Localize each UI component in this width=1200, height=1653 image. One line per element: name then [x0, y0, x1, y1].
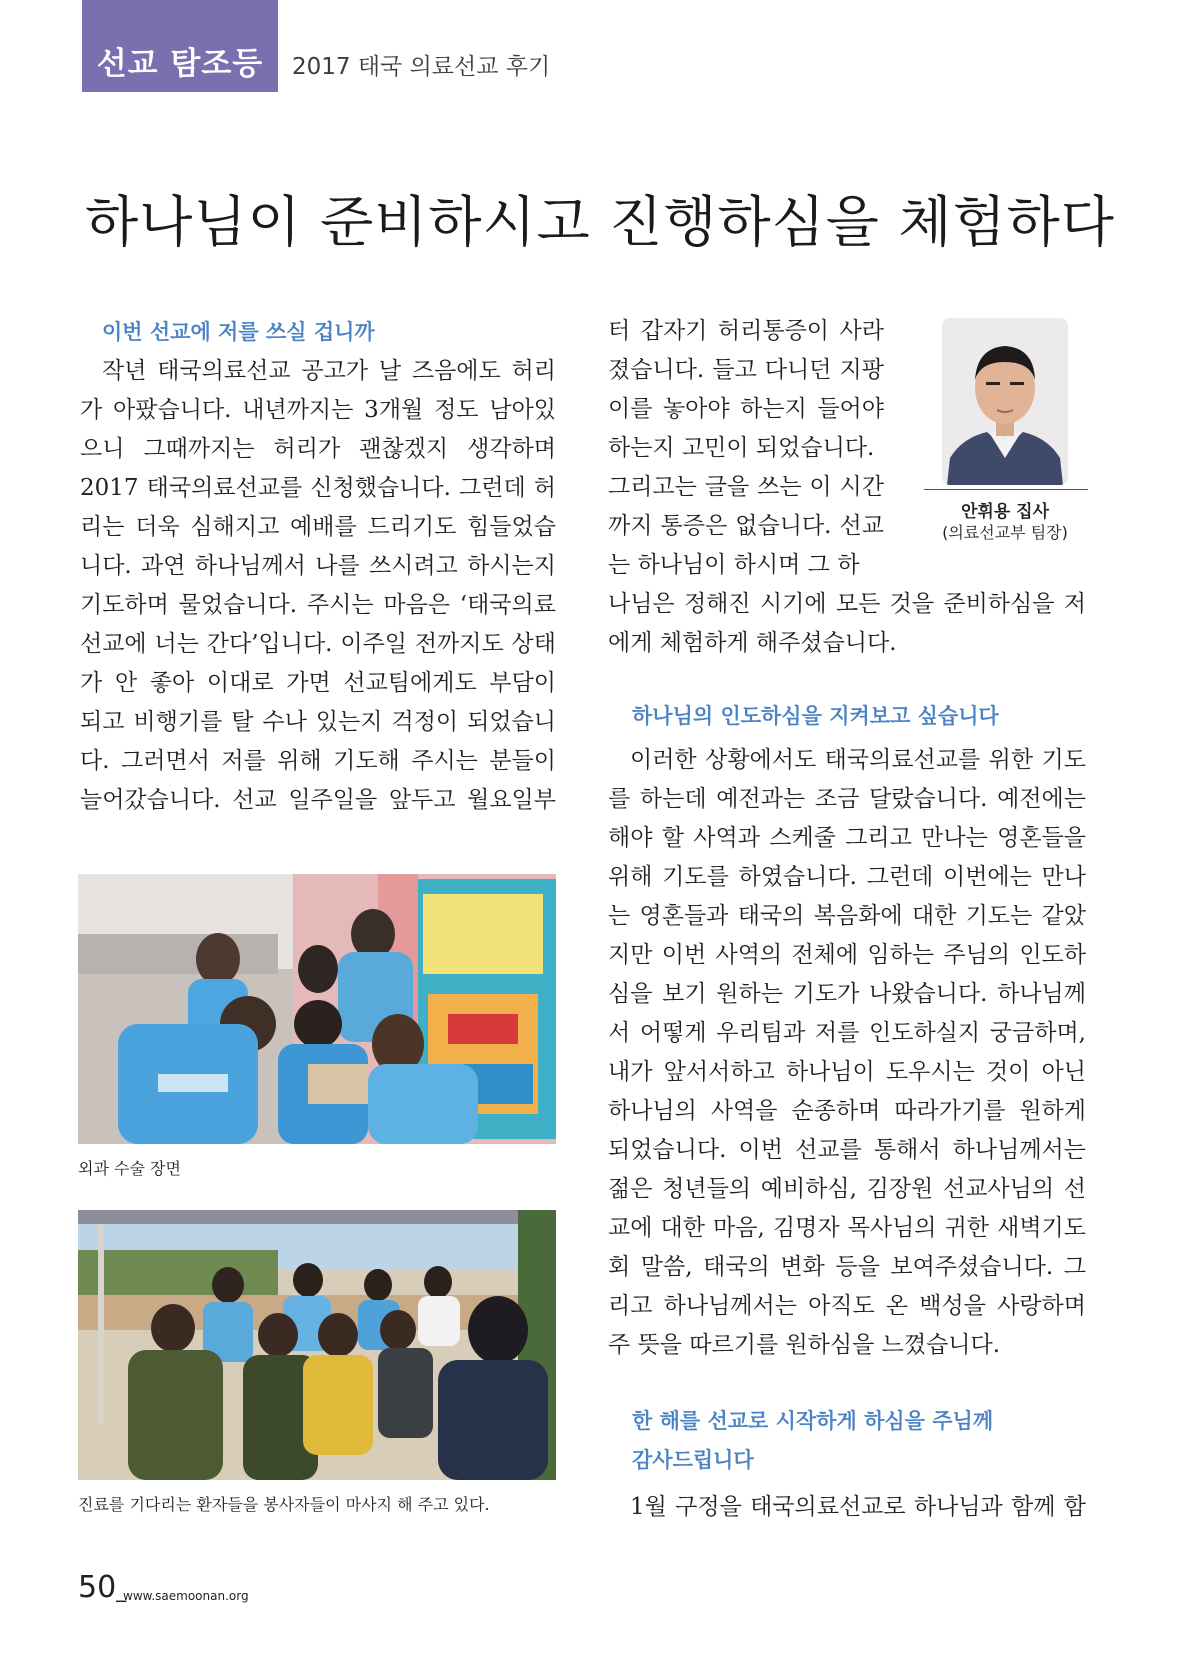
page-number: 50_ — [78, 1570, 127, 1605]
body-text-line: 주 뜻을 따르기를 원하심을 느꼈습니다. — [608, 1332, 1001, 1358]
body-text-line: 2017 태국의료선교를 신청했습니다. 그런데 허 — [80, 475, 556, 501]
body-text-line: 회 말씀, 태국의 변화 등을 보여주셨습니다. 그 — [608, 1254, 1086, 1280]
surgery-photo — [78, 874, 556, 1144]
body-text-line: 교에 대한 마음, 김명자 목사님의 귀한 새벽기도 — [608, 1215, 1086, 1241]
body-text-line: 1월 구정을 태국의료선교로 하나님과 함께 함 — [630, 1494, 1086, 1520]
body-text-line: 선교에 너는 간다’입니다. 이주일 전까지도 상태 — [80, 631, 556, 657]
body-text-line: 리는 더욱 심해지고 예배를 드리기도 힘들었습 — [80, 514, 556, 540]
website-url: www.saemoonan.org — [123, 1589, 249, 1603]
body-text-line: 졌습니다. 들고 다니던 지팡 — [608, 357, 884, 383]
body-text-line: 하나님의 사역을 순종하며 따라가기를 원하게 — [608, 1098, 1086, 1124]
photo2-caption: 진료를 기다리는 환자들을 봉사자들이 마사지 해 주고 있다. — [78, 1495, 490, 1514]
body-text-line: 되었습니다. 이번 선교를 통해서 하나님께서는 — [608, 1137, 1086, 1163]
body-text-line: 그리고는 글을 쓰는 이 시간 — [608, 474, 884, 500]
body-text-line: 가 안 좋아 이대로 가면 선교팀에게도 부담이 — [80, 670, 556, 696]
body-text-line: 지만 이번 사역의 전체에 임하는 주님의 인도하 — [608, 942, 1086, 968]
body-text-line: 하는지 고민이 되었습니다. — [608, 435, 875, 461]
body-text-line: 니다. 과연 하나님께서 나를 쓰시려고 하시는지 — [80, 553, 556, 579]
body-text-line: 이를 놓아야 하는지 들어야 — [608, 396, 884, 422]
section2-subhead: 하나님의 인도하심을 지켜보고 싶습니다 — [632, 704, 999, 728]
body-text-line: 늘어갔습니다. 선교 일주일을 앞두고 월요일부 — [80, 787, 556, 813]
body-text-line: 작년 태국의료선교 공고가 날 즈음에도 허리 — [102, 358, 556, 384]
body-text-line: 는 영혼들과 태국의 복음화에 대한 기도는 같았 — [608, 903, 1086, 929]
body-text-line: 리고 하나님께서는 아직도 온 백성을 사랑하며 — [608, 1293, 1086, 1319]
author-portrait — [942, 318, 1068, 485]
photo1-caption: 외과 수술 장면 — [78, 1159, 181, 1178]
body-text-line: 위해 기도를 하였습니다. 그런데 이번에는 만나 — [608, 864, 1086, 890]
author-role: (의료선교부 팀장) — [942, 523, 1068, 542]
body-text-line: 내가 앞서서하고 하나님이 도우시는 것이 아닌 — [608, 1059, 1086, 1085]
body-text-line: 나님은 정해진 시기에 모든 것을 준비하심을 저 — [608, 591, 1086, 617]
author-name: 안휘용 집사 — [960, 502, 1050, 522]
section3-subhead-line2: 감사드립니다 — [632, 1448, 754, 1472]
massage-photo — [78, 1210, 556, 1480]
body-text-line: 심을 보기 원하는 기도가 나왔습니다. 하나님께 — [608, 981, 1086, 1007]
series-title: 2017 태국 의료선교 후기 — [292, 54, 551, 80]
body-text-line: 를 하는데 예전과는 조금 달랐습니다. 예전에는 — [608, 786, 1086, 812]
article-title: 하나님이 준비하시고 진행하심을 체험하다 — [85, 190, 1115, 254]
body-text-line: 는 하나님이 하시며 그 하 — [608, 552, 860, 578]
body-text-line: 기도하며 물었습니다. 주시는 마음은 ‘태국의료 — [80, 592, 556, 618]
body-text-line: 해야 할 사역과 스케줄 그리고 만나는 영혼들을 — [608, 825, 1086, 851]
body-text-line: 서 어떻게 우리팀과 저를 인도하실지 궁금하며, — [608, 1020, 1086, 1046]
body-text-line: 되고 비행기를 탈 수나 있는지 걱정이 되었습니 — [80, 709, 556, 735]
category-label: 선교 탐조등 — [96, 46, 264, 82]
body-text-line: 젊은 청년들의 예비하심, 김장원 선교사님의 선 — [608, 1176, 1086, 1202]
section3-subhead-line1: 한 해를 선교로 시작하게 하심을 주님께 — [632, 1409, 994, 1433]
section1-subhead: 이번 선교에 저를 쓰실 겁니까 — [102, 320, 375, 344]
body-text-line: 이러한 상황에서도 태국의료선교를 위한 기도 — [630, 747, 1086, 773]
body-text-line: 에게 체험하게 해주셨습니다. — [608, 630, 897, 656]
body-text-line: 으니 그때까지는 허리가 괜찮겠지 생각하며 — [80, 436, 556, 462]
body-text-line: 다. 그러면서 저를 위해 기도해 주시는 분들이 — [80, 748, 556, 774]
author-divider — [924, 489, 1088, 490]
body-text-line: 가 아팠습니다. 내년까지는 3개월 정도 남아있 — [80, 397, 556, 423]
body-text-line: 터 갑자기 허리통증이 사라 — [608, 318, 884, 344]
body-text-line: 까지 통증은 없습니다. 선교 — [608, 513, 884, 539]
